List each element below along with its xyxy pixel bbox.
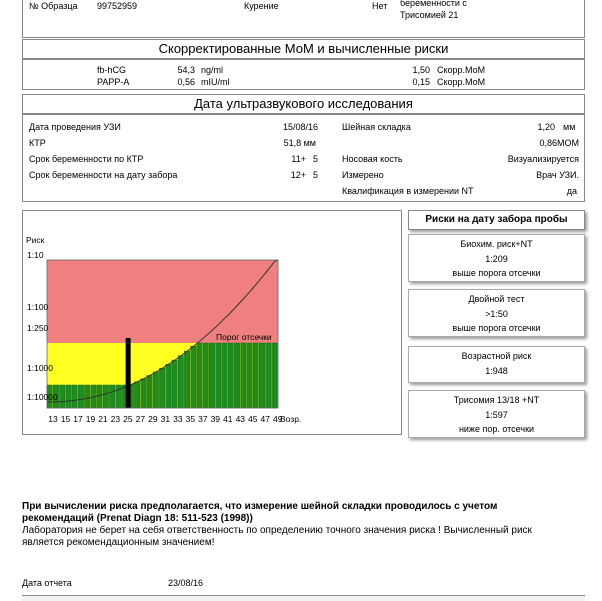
x-tick-label: 23	[110, 414, 121, 424]
us-value: 15/08/16	[282, 122, 318, 132]
us-value: 1,20	[537, 122, 555, 132]
row-mom: 0,15	[412, 77, 430, 87]
x-tick-label: 31	[160, 414, 171, 424]
low-risk-bar	[153, 372, 158, 408]
x-tick-label: 13	[48, 414, 58, 424]
x-tick-label: 27	[135, 414, 146, 424]
low-risk-bar	[222, 343, 227, 408]
us-value: Визуализируется	[507, 154, 579, 164]
low-risk-bar	[59, 385, 64, 408]
low-risk-bar	[234, 343, 239, 408]
low-risk-bar	[172, 360, 177, 408]
x-tick-label: 21	[98, 414, 108, 424]
patient-marker	[126, 338, 131, 408]
row-name: fb-hCG	[97, 65, 127, 75]
us-value: да	[566, 186, 577, 196]
us-label: Дата проведения УЗИ	[29, 122, 121, 132]
risk-value: 1:209	[485, 253, 508, 264]
risk-card-double	[408, 289, 585, 337]
row-unit: ng/ml	[201, 65, 224, 75]
us-value: 51,8 мм	[283, 138, 316, 148]
ultrasound-title: Дата ультразвукового исследования	[22, 94, 585, 114]
y-tick-label: 1:1000	[27, 363, 53, 373]
x-tick-label: 39	[210, 414, 221, 424]
x-tick-label: 45	[248, 414, 258, 424]
low-risk-bar	[141, 379, 146, 408]
us-value: Врач УЗИ.	[536, 170, 579, 180]
y-tick-label: 1:10000	[27, 392, 58, 402]
note-line2: Трисомией 21	[400, 10, 459, 20]
us-extra: 5	[313, 154, 319, 164]
us-value: 12+	[290, 170, 306, 180]
sample-label: № Образца	[29, 1, 78, 11]
cutoff-label: Порог отсечки	[216, 332, 272, 342]
bottom-rule	[22, 595, 585, 601]
low-risk-bar	[209, 343, 214, 408]
risk-status: ниже пор. отсечки	[458, 424, 535, 434]
x-tick-label: 15	[60, 414, 71, 424]
risk-name: Биохим. риск+NT	[460, 239, 533, 249]
low-risk-bar	[109, 385, 114, 408]
x-tick-label: 37	[198, 414, 208, 424]
risk-value: >1:50	[485, 308, 508, 319]
x-tick-label: 47	[260, 414, 271, 424]
low-risk-bar	[272, 343, 277, 408]
note-bold-2: рекомендаций (Prenat Diagn 18: 511-523 (1998))	[22, 513, 253, 524]
note-line1: беременности с	[400, 0, 467, 8]
us-unit: мм	[563, 122, 576, 132]
low-risk-bar	[266, 343, 271, 408]
risk-status: выше порога отсечки	[452, 323, 541, 333]
risk-card-t13-18	[408, 390, 585, 438]
risks-title: Риски на дату забора пробы	[408, 210, 585, 230]
y-tick-label: 1:10	[27, 250, 44, 260]
low-risk-bar	[228, 343, 233, 408]
low-risk-bar	[197, 343, 202, 408]
row-value: 0,56	[177, 77, 195, 87]
row-name: PAPP-A	[97, 77, 130, 87]
x-tick-label: 17	[73, 414, 83, 424]
sample-value: 99752959	[97, 1, 138, 11]
low-risk-bar	[203, 343, 208, 408]
low-risk-bar	[241, 343, 246, 408]
us-label: Измерено	[342, 170, 384, 180]
report-date-label: Дата отчета	[22, 578, 72, 588]
x-tick-label: 29	[148, 414, 158, 424]
low-risk-bar	[66, 385, 71, 408]
us-label: Шейная складка	[342, 122, 411, 132]
us-label: КТР	[29, 138, 46, 148]
report-date-value: 23/08/16	[168, 578, 204, 588]
row-value: 54,3	[177, 65, 195, 75]
low-risk-bar	[178, 356, 183, 408]
x-tick-label: 19	[85, 414, 96, 424]
us-extra: 5	[313, 170, 319, 180]
us-label: Квалификация в измерении NT	[342, 186, 474, 196]
low-risk-bar	[147, 375, 152, 408]
low-risk-bar	[78, 385, 83, 408]
chart-layer	[26, 235, 301, 424]
low-risk-bar	[134, 382, 139, 408]
low-risk-bar	[259, 343, 264, 408]
x-tick-label: 49	[273, 414, 283, 424]
x-tick-label: 43	[235, 414, 246, 424]
low-risk-bar	[97, 385, 102, 408]
smoking-value: Нет	[372, 1, 388, 11]
risk-name: Возрастной риск	[461, 351, 532, 361]
x-tick-label: 25	[123, 414, 133, 424]
risk-chart	[22, 210, 402, 435]
low-risk-bar	[72, 385, 77, 408]
low-risk-bar	[216, 343, 221, 408]
note-line-3: Лаборатория не берет на себя ответственность по определению точного значения риска ! Вычисленный риск	[22, 525, 532, 536]
risk-value: 1:948	[485, 365, 508, 376]
low-risk-bar	[191, 346, 196, 408]
row-mom-label: Скорр.МоМ	[437, 77, 486, 87]
risk-status: выше порога отсечки	[452, 268, 541, 278]
us-label: Срок беременности по КТР	[29, 154, 144, 164]
low-risk-bar	[253, 343, 258, 408]
row-mom-label: Скорр.МоМ	[437, 65, 486, 75]
note-bold-1: При вычислении риска предполагается, что измерение шейной складки проводилось с учетом	[22, 501, 498, 512]
x-tick-label: 35	[185, 414, 196, 424]
corrected-title: Скорректированные МоМ и вычисленные риски	[22, 39, 585, 59]
smoking-label: Курение	[244, 1, 279, 11]
risk-card-biochem	[408, 234, 585, 282]
risk-card-age	[408, 346, 585, 383]
risk-name: Трисомия 13/18 +NT	[453, 395, 540, 405]
low-risk-bar	[159, 368, 164, 408]
low-risk-bar	[247, 343, 252, 408]
x-tick-label: 41	[223, 414, 233, 424]
low-risk-bar	[84, 385, 89, 408]
risk-name: Двойной тест	[468, 294, 525, 304]
low-risk-bar	[103, 385, 108, 408]
us-value: 11+	[291, 154, 306, 164]
us-value: 0,86МОМ	[539, 138, 579, 148]
row-unit: mIU/ml	[201, 77, 230, 87]
note-line-4: является рекомендационным значением!	[22, 537, 215, 548]
us-label: Срок беременности на дату забора	[29, 170, 178, 180]
x-axis-label: Возр.	[280, 414, 302, 424]
y-axis-label: Риск	[26, 235, 45, 245]
low-risk-bar	[166, 364, 171, 408]
low-risk-bar	[184, 351, 189, 408]
x-tick-label: 33	[173, 414, 183, 424]
us-label: Носовая кость	[342, 154, 403, 164]
y-tick-label: 1:250	[27, 323, 49, 333]
y-tick-label: 1:100	[27, 302, 49, 312]
row-mom: 1,50	[412, 65, 430, 75]
risk-value: 1:597	[485, 409, 508, 420]
